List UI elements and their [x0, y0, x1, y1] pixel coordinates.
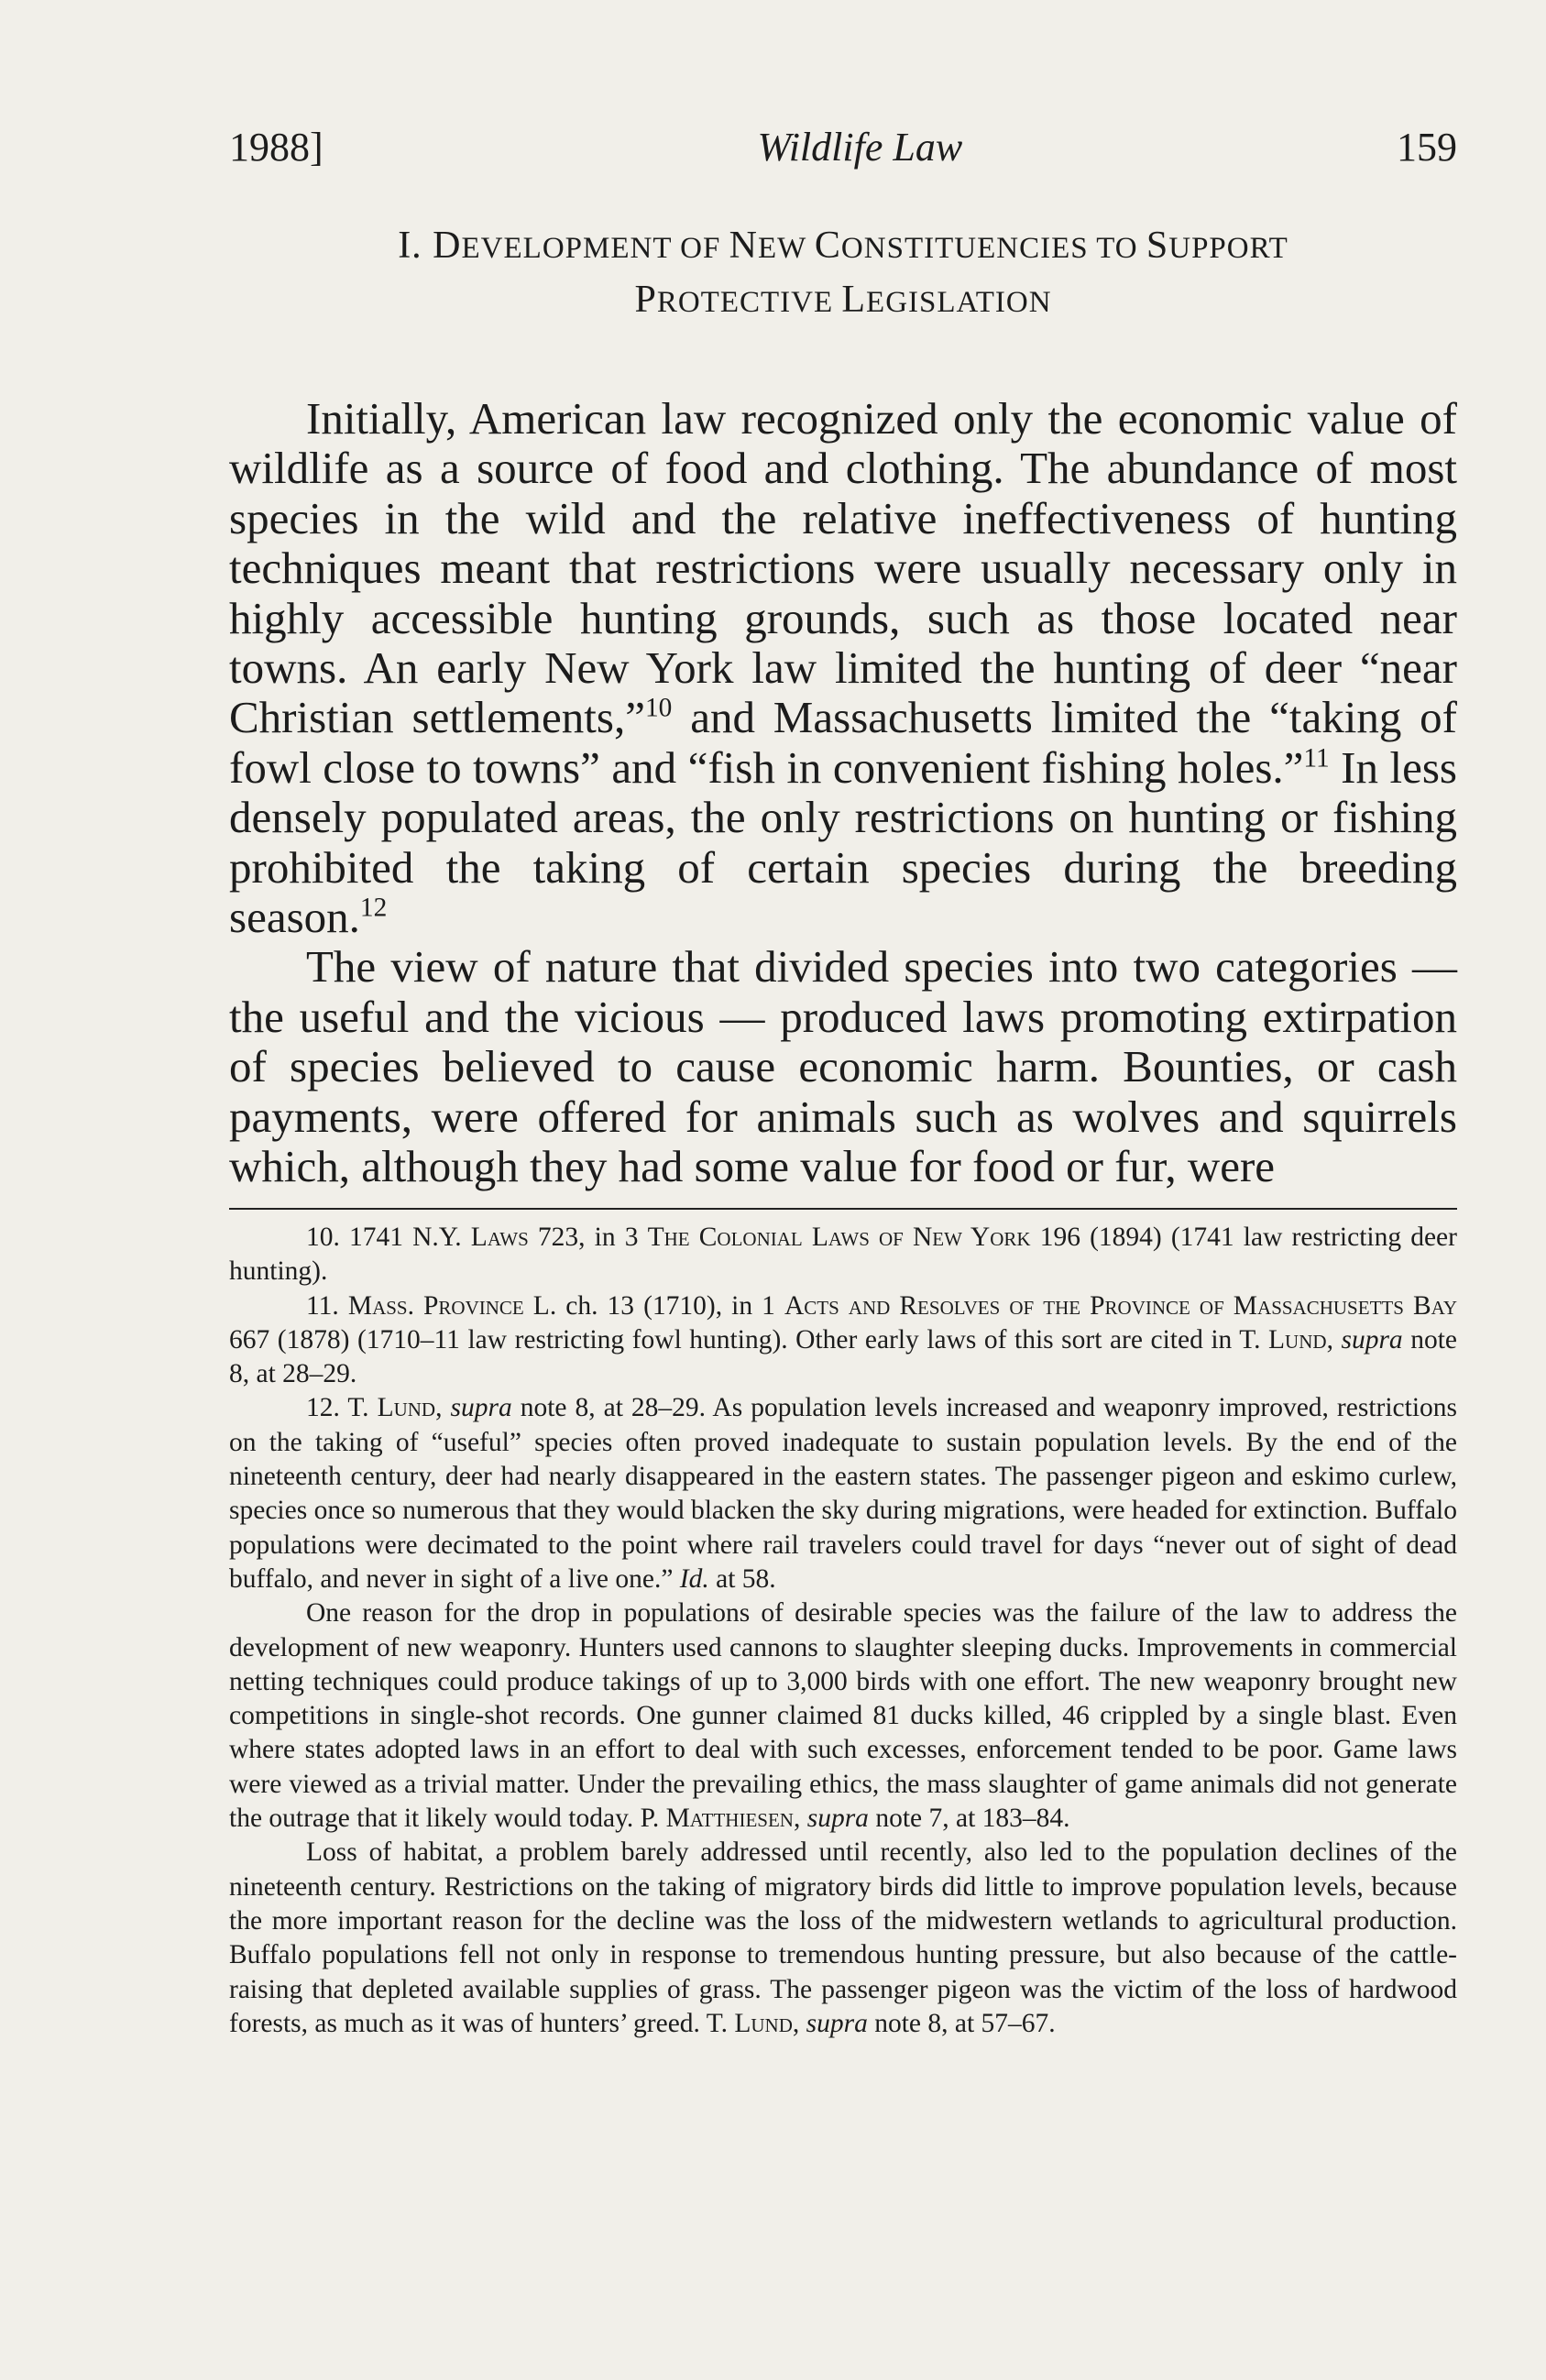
footnotes — [229, 1221, 1457, 2041]
footnote-ref-11: 11 — [1303, 743, 1330, 773]
header-title: Wildlife Law — [757, 125, 963, 170]
footnote-divider — [229, 1208, 1457, 1210]
footnote-10: 10. 1741 N.Y. Laws 723, in 3 The Colonial Laws of New York 196 (1894) (1741 law restricting deer hunting). — [229, 1223, 1457, 1287]
footnote-ref-12: 12 — [359, 893, 388, 923]
header-year: 1988] — [229, 125, 323, 170]
footnote-11: 11. Mass. Province L. ch. 13 (1710), in 1 Acts and Resolves of the Province of Massachusetts Bay 667 (1878) (1710–11 law restricting fowl hunting). Other early laws of this sort are cited in T. Lund, supra note 8, at 28–29. — [229, 1290, 1458, 1389]
section-heading-line-1: I. DEVELOPMENT OF NEW CONSTITUENCIES TO SUPPORT — [398, 225, 1288, 267]
footnote-12-paragraph-3: Loss of habitat, a problem barely addressed until recently, also led to the population declines of the nineteenth century. Restrictions on the taking of migratory birds did little to improve population levels, because the more important reason for the decline was the loss of the midwestern wetlands to agricultural production. Buffalo populations fell not only in response to tremendous hunting pressure, but also because of the cattle-raising that depleted available supplies of grass. The passenger pigeon was the victim of the loss of hardwood forests, as much as it was of hunters’ greed. T. Lund, supra note 8, at 57–67. — [229, 1837, 1457, 2038]
section-heading — [229, 220, 1457, 328]
body-paragraph-1: Initially, American law recognized only the economic value of wildlife as a source of food and clothing. The abundance of most species in the wild and the relative ineffectiveness of hunting techniques meant that restrictions were usually necessary only in highly accessible hunting grounds, such as those located near towns. An early New York law limited the hunting of deer “near Christian settlements,”$^{10}$ and Massachusetts limited the “taking of fowl close to towns” and “fish in convenient fishing holes.”$^{11}$ In less densely populated areas, the only restrictions on hunting or fishing prohibited the taking of certain species during the breeding season.$^{12}$ — [229, 393, 1457, 943]
body-paragraph-2: The view of nature that divided species into two categories — the useful and the vicious — produced laws promoting extirpation of species believed to cause economic harm. Bounties, or cash payments, were offered for animals such as wolves and squirrels which, although they had some value for food or fur, were — [229, 941, 1457, 1192]
footnote-12: 12. T. Lund, supra note 8, at 28–29. As population levels increased and weaponry improved, restrictions on the taking of “useful” species often proved inadequate to sustain population levels. By the end of the nineteenth century, deer had nearly disappeared in the eastern states. The passenger pigeon and eskimo curlew, species once so numerous that they would blacken the sky during migrations, were headed for extinction. Buffalo populations were decimated to the point where rail travelers could travel for days “never out of sight of dead buffalo, and never in sight of a live one.” Id. at 58. — [229, 1393, 1458, 1594]
page-number: 159 — [1396, 125, 1457, 170]
footnote-12-paragraph-2: One reason for the drop in populations of desirable species was the failure of the law to address the development of new weaponry. Hunters used cannons to slaughter sleeping ducks. Improvements in commercial netting techniques could produce takings of up to 3,000 birds with one effort. The new weaponry brought new competitions in single-shot records. One gunner claimed 81 ducks killed, 46 crippled by a single blast. Even where states adopted laws in an effort to deal with such excesses, enforcement tended to be poor. Game laws were viewed as a trivial matter. Under the prevailing ethics, the mass slaughter of game animals did not generate the outrage that it likely would today. P. Matthiesen, supra note 7, at 183–84. — [229, 1598, 1457, 1834]
footnote-ref-10: 10 — [644, 694, 673, 724]
body-text — [229, 394, 1457, 1192]
section-heading-line-2: PROTECTIVE LEGISLATION — [634, 279, 1052, 321]
running-header — [229, 124, 1457, 170]
